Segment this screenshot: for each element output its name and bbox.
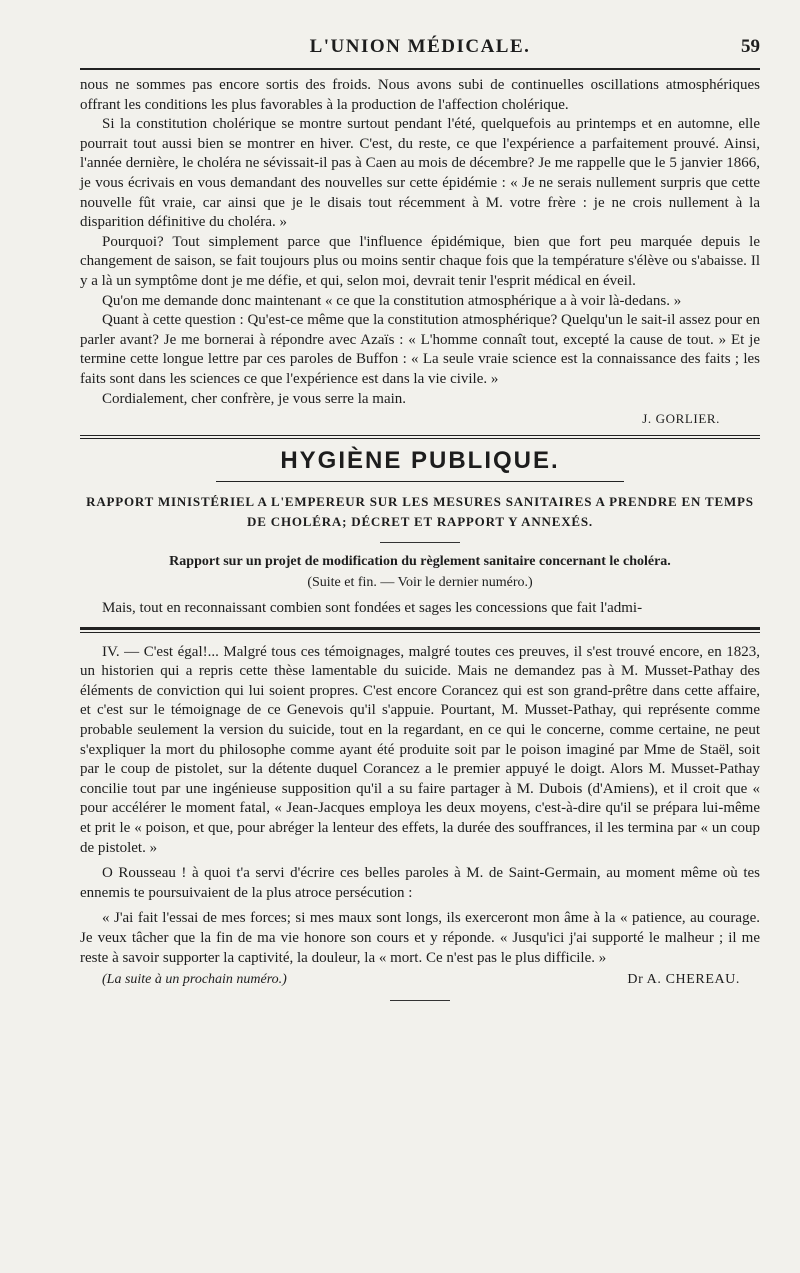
feuilleton-paragraph: IV. — C'est égal!... Malgré tous ces témoignages, malgré toutes ces preuves, il s'est trouvé encore, en 1823, un historien qui a repris cette thèse lamentable du suicide. Mais ne demandez pas à M. Musset-Pathay des éléments de conviction qui lui soient propres. C'est encore Corancez qui est son grand-prêtre dans cette affaire, et c'est sur le témoignage de ce Genevois qu'il s'appuie. Pourtant, M. Musset-Pathay, qui représente comme probable seulement la version du suicide, tout en la regardant, en ce qui le concerne, comme certaine, ne peut s'expliquer la mort du philosophe comme ayant été produite soit par le poison imaginé par Mme de Staël, soit par le coup de pistolet, sur la détente duquel Corancez a le premier appuyé le doigt. Alors M. Musset-Pathay concilie tout par une ingénieuse supposition qu'il a su faire partager à M. Dubois (d'Amiens), et il croit que « pour accélérer le moment fatal, « Jean-Jacques employa les deux moyens, c'est-à-dire qu'il se prépara lui-même et prit le « poison, et que, pour abréger la lenteur des effets, la durée des souffrances, il les termina par « un coup de pistolet. » — [80, 643, 760, 856]
page-header — [80, 30, 760, 68]
page — [80, 30, 760, 1001]
feuilleton-column — [80, 643, 760, 1002]
letter-signature: J. GORLIER. — [642, 411, 720, 427]
header-rule — [80, 68, 760, 70]
letter-paragraph: nous ne sommes pas encore sortis des froids. Nous avons subi de continuelles oscillations atmosphériques offrant les conditions les plus favorables à la production de l'affection cholérique. — [80, 77, 760, 113]
letter-paragraph: Pourquoi? Tout simplement parce que l'influence épidémique, bien que fort peu marquée depuis le changement de saison, se fait toujours plus ou moins sentir chaque fois que la température s'élève ou s'abaisse. Il y a là un symptôme dont je me défie, et qui, selon moi, devrait tenir l'esprit médical en éveil. — [80, 233, 760, 289]
section-rule — [80, 435, 760, 439]
letter-paragraph: Quant à cette question : Qu'est-ce même que la constitution atmosphérique? Quelqu'un le sait-il assez pour en parler avant? Je me bornerai à répondre avec Azaïs : « L'homme connaît tout, excepté la cause de tout. » Et je termine cette longue lettre par ces paroles de Buffon : « La seule vraie science est la connaissance des faits ; les faits sont dans les sciences ce que l'expérience est dans la vie civile. » — [80, 312, 760, 387]
bottom-rule — [390, 1000, 450, 1001]
section-title: HYGIÈNE PUBLIQUE. — [280, 447, 560, 475]
report-subtitle: Rapport sur un projet de modification du règlement sanitaire concernant le choléra. — [169, 554, 671, 570]
feuilleton-footer — [80, 972, 760, 988]
feuilleton-rule — [80, 627, 760, 633]
letter-paragraph: Cordialement, cher confrère, je vous serre la main. — [102, 390, 407, 407]
section-title-rule — [216, 481, 624, 482]
page-number: 59 — [741, 36, 760, 57]
report-note: (Suite et fin. — Voir le dernier numéro.) — [307, 575, 533, 591]
continued-note: (La suite à un prochain numéro.) — [102, 972, 287, 988]
feuilleton-quote: « J'ai fait l'essai de mes forces; si mes maux sont longs, ils exerceront mon âme à la « patience, au courage. Je veux tâcher que la fin de ma vie honore son cours et y réponde. « Jusqu'ici j'ai supporté le malheur ; il me reste à savoir supporter la captivité, la douleur, la « mort. Ce n'est pas le plus difficile. » — [80, 910, 760, 966]
letter-column — [80, 76, 760, 427]
feuilleton-paragraph: O Rousseau ! à quoi t'a servi d'écrire ces belles paroles à M. de Saint-Germain, au moment même où tes ennemis te poursuivaient de la plus atroce persécution : — [80, 865, 760, 901]
letter-paragraph: Qu'on me demande donc maintenant « ce que la constitution atmosphérique a à voir là-dedans. » — [102, 292, 682, 309]
short-rule — [380, 542, 460, 543]
author-signature: Dr A. CHEREAU. — [627, 972, 740, 988]
letter-paragraph: Si la constitution cholérique se montre surtout pendant l'été, quelquefois au printemps et en automne, elle pourrait tout aussi bien se montrer en hiver. C'est, du reste, ce que l'expérience a parfaitement prouvé. Ainsi, l'année dernière, le choléra ne sévissait-il pas à Caen au mois de décembre? Je me rappelle que le 5 janvier 1866, je vous écrivais en vous demandant des nouvelles sur cette épidémie : « Je ne serais nullement surpris que cette nouvelle fût vraie, car ainsi que je le disais tout récemment à M. votre frère : je ne crois nullement à la disparition définitive du choléra. » — [80, 116, 760, 231]
report-title: RAPPORT MINISTÉRIEL A L'EMPEREUR SUR LES MESURES SANITAIRES A PRENDRE EN TEMPS DE CHOLÉRA; DÉCRET ET RAPPORT Y ANNEXÉS. — [86, 494, 754, 530]
section-paragraph: Mais, tout en reconnaissant combien sont fondées et sages les concessions que fait l'admi- — [102, 600, 643, 617]
running-title: L'UNION MÉDICALE. — [309, 36, 531, 57]
